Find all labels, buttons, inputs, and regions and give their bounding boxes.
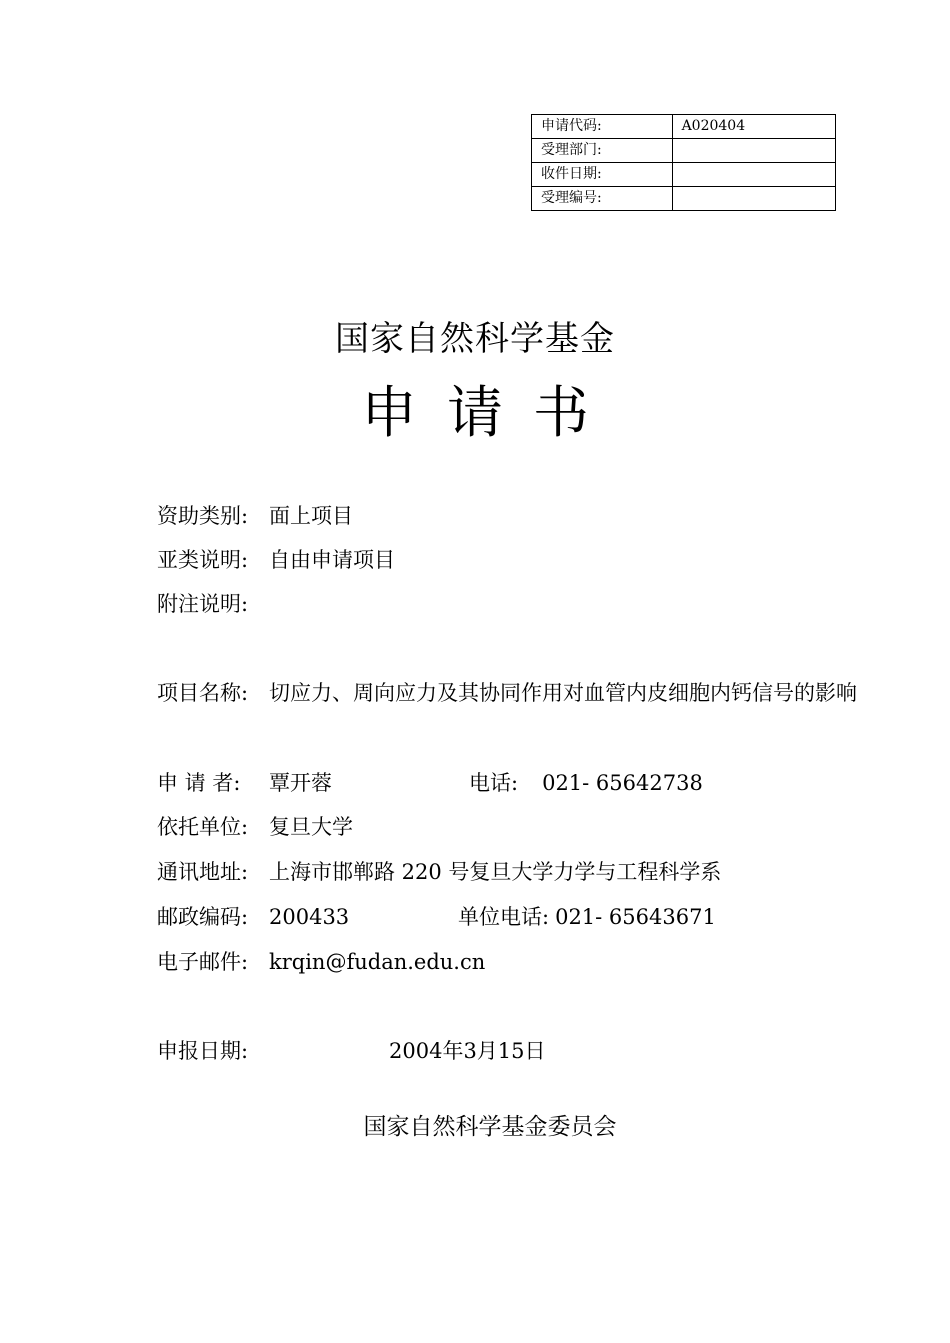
email-value: krqin@fudan.edu.cn <box>269 950 486 974</box>
issuing-organization: 国家自然科学基金委员会 <box>363 1114 617 1140</box>
application-code-value: A020404 <box>672 115 835 139</box>
unit-phone-field <box>458 895 716 940</box>
unit-phone-value: 021- 65643671 <box>555 905 716 929</box>
table-row <box>532 187 836 211</box>
unit-phone-label: 单位电话: <box>458 905 550 929</box>
email-field <box>157 940 485 985</box>
table-row <box>532 139 836 163</box>
institution-value: 复旦大学 <box>269 815 353 839</box>
table-row <box>532 115 836 139</box>
phone-label: 电话: <box>469 771 519 795</box>
note-field <box>157 582 269 627</box>
phone-value: 021- 65642738 <box>542 771 703 795</box>
page-title: 国家自然科学基金 <box>335 319 615 359</box>
submit-date-value: 2004年3月15日 <box>389 1039 546 1063</box>
receipt-date-label: 收件日期: <box>532 163 673 187</box>
receiving-department-label: 受理部门: <box>532 139 673 163</box>
submit-date-label: 申报日期: <box>157 1039 249 1063</box>
subtype-label: 亚类说明: <box>157 548 249 572</box>
receipt-number-label: 受理编号: <box>532 187 673 211</box>
subtype-value: 自由申请项目 <box>269 548 395 572</box>
institution-label: 依托单位: <box>157 815 249 839</box>
document-type-title: 申请书 <box>361 381 619 446</box>
project-name-label: 项目名称: <box>157 681 249 705</box>
note-label: 附注说明: <box>157 592 249 616</box>
postcode-label: 邮政编码: <box>157 905 249 929</box>
admin-info-table <box>531 114 836 211</box>
submit-date-field <box>157 1029 546 1074</box>
receiving-department-value <box>672 139 835 163</box>
receipt-date-value <box>672 163 835 187</box>
address-label: 通讯地址: <box>157 860 249 884</box>
applicant-value: 覃开蓉 <box>269 771 332 795</box>
applicant-label: 申 请 者: <box>157 771 241 795</box>
funding-type-value: 面上项目 <box>269 504 353 528</box>
project-name-value: 切应力、周向应力及其协同作用对血管内皮细胞内钙信号的影响 <box>269 681 857 705</box>
application-code-label: 申请代码: <box>532 115 673 139</box>
funding-type-label: 资助类别: <box>157 504 249 528</box>
postcode-field <box>157 895 349 940</box>
address-value: 上海市邯郸路 220 号复旦大学力学与工程科学系 <box>269 860 722 884</box>
postcode-value: 200433 <box>269 905 350 929</box>
email-label: 电子邮件: <box>157 950 249 974</box>
table-row <box>532 163 836 187</box>
address-field <box>157 850 721 895</box>
receipt-number-value <box>672 187 835 211</box>
phone-field <box>469 761 703 806</box>
project-name-field <box>157 671 887 716</box>
applicant-field <box>157 761 332 806</box>
subtype-field <box>157 538 395 583</box>
institution-field <box>157 805 353 850</box>
funding-type-field <box>157 494 353 539</box>
